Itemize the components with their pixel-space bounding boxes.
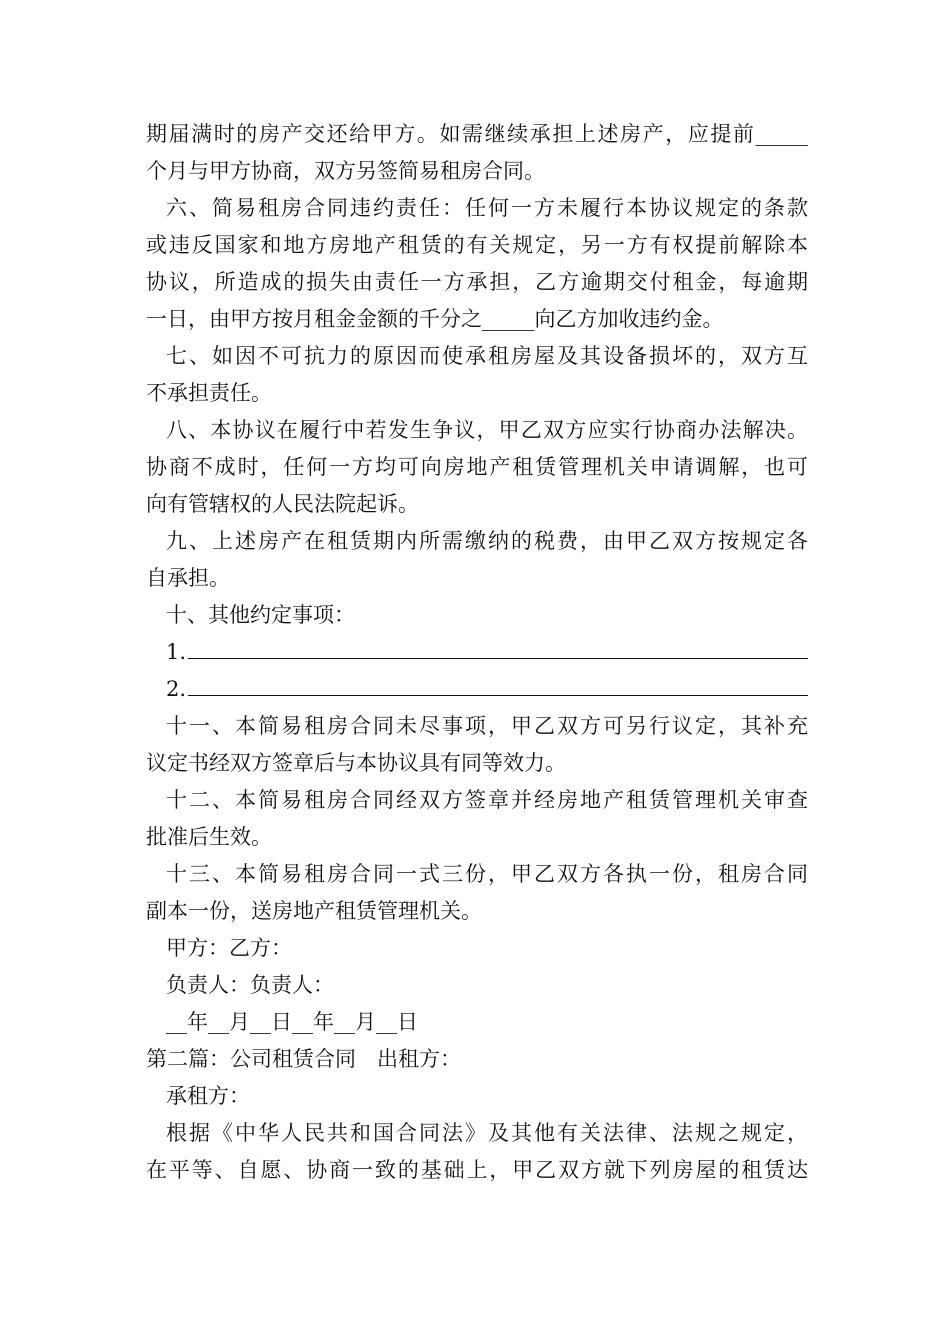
clause-10: 十、其他约定事项： [166, 603, 355, 627]
text-line: 协商不成时，任何一方均可向房地产租赁管理机关申请调解，也可 [146, 455, 808, 479]
party-labels: 甲方：乙方： [166, 936, 292, 960]
fill-in-blank [188, 636, 808, 659]
text-line: 一日，由甲方按月租金金额的千分之_____向乙方加收违约金。 [146, 307, 724, 331]
clause-7: 七、如因不可抗力的原因而使承租房屋及其设备损坏的，双方互 [166, 344, 808, 368]
lessee-label: 承租方： [166, 1084, 250, 1108]
text-line: 在平等、自愿、协商一致的基础上，甲乙双方就下列房屋的租赁达 [146, 1158, 808, 1182]
fill-in-blank [188, 673, 808, 696]
text-line: 批准后生效。 [146, 825, 272, 849]
other-item-1 [146, 634, 808, 671]
text-line: 期届满时的房产交还给甲方。如需继续承担上述房产，应提前_____ [146, 122, 808, 146]
text-line: 或违反国家和地方房地产租赁的有关规定，另一方有权提前解除本 [146, 233, 808, 257]
clause-6: 六、简易租房合同违约责任：任何一方未履行本协议规定的条款 [166, 196, 808, 220]
preamble: 根据《中华人民共和国合同法》及其他有关法律、法规之规定， [166, 1121, 808, 1145]
other-item-1-number: 1. [166, 640, 187, 664]
clause-9: 九、上述房产在租赁期内所需缴纳的税费，由甲乙双方按规定各 [166, 529, 808, 553]
text-line: 自承担。 [146, 566, 230, 590]
clause-12: 十二、本简易租房合同经双方签章并经房地产租赁管理机关审查 [166, 788, 808, 812]
signature-dates: __年__月__日__年__月__日 [166, 1010, 418, 1034]
other-item-2 [146, 671, 808, 708]
clause-11: 十一、本简易租房合同未尽事项，甲乙双方可另行议定，其补充 [166, 714, 808, 738]
other-item-2-number: 2. [166, 677, 187, 701]
responsible-person-labels: 负责人：负责人： [166, 973, 334, 997]
text-line: 个月与甲方协商，双方另签简易租房合同。 [146, 159, 545, 183]
document-body [146, 116, 808, 1189]
text-line: 副本一份，送房地产租赁管理机关。 [146, 899, 482, 923]
clause-13: 十三、本简易租房合同一式三份，甲乙双方各执一份，租房合同 [166, 862, 808, 886]
clause-8: 八、本协议在履行中若发生争议，甲乙双方应实行协商办法解决。 [166, 418, 808, 442]
text-line: 议定书经双方签章后与本协议具有同等效力。 [146, 751, 566, 775]
text-line: 不承担责任。 [146, 381, 272, 405]
text-line: 向有管辖权的人民法院起诉。 [146, 492, 419, 516]
section-heading: 第二篇：公司租赁合同 出租方： [146, 1047, 461, 1071]
text-line: 协议，所造成的损失由责任一方承担，乙方逾期交付租金，每逾期 [146, 270, 808, 294]
